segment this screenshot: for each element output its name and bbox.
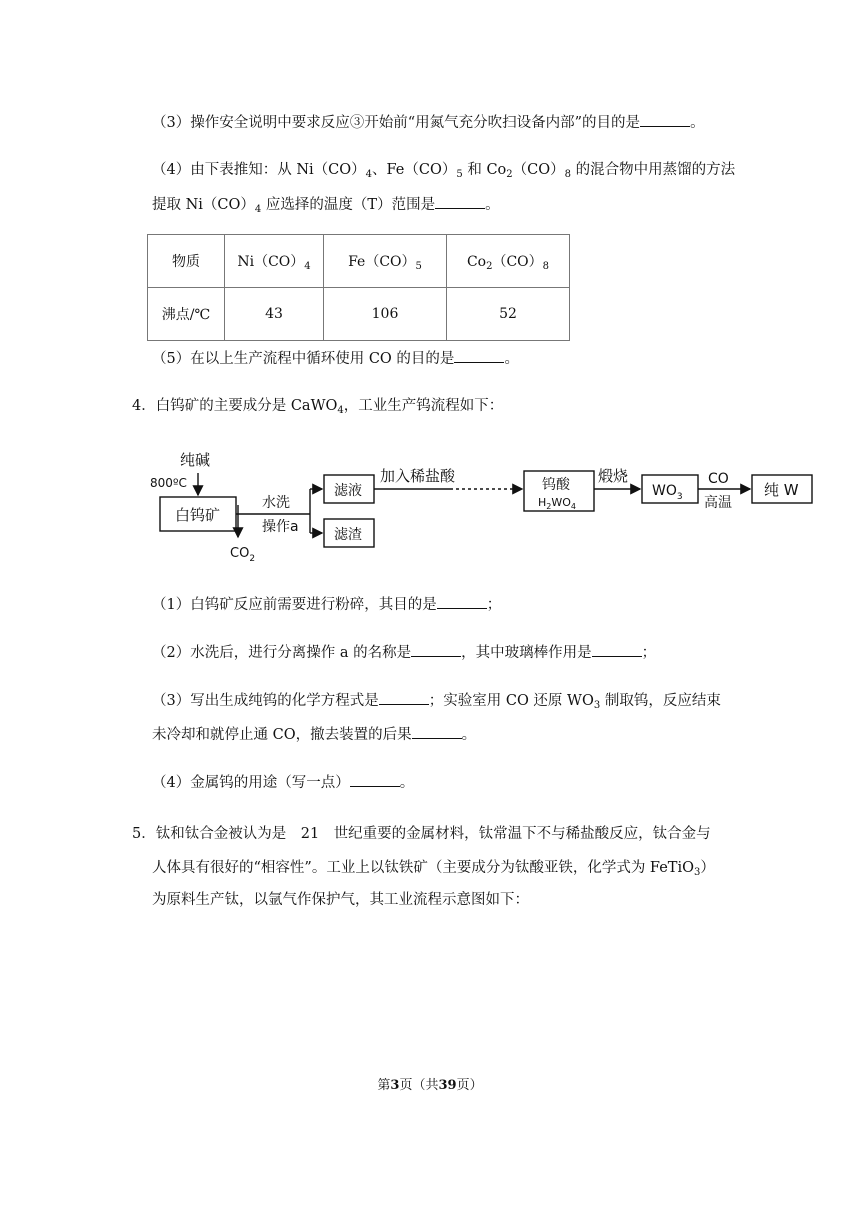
answer-blank[interactable] [435, 194, 485, 209]
co-label: CO [708, 471, 729, 487]
answer-blank[interactable] [379, 690, 429, 705]
high-temp-label: 高温 [704, 495, 732, 511]
tungsten-flow-diagram [140, 445, 830, 570]
soda-label: 纯碱 [180, 451, 211, 469]
answer-blank[interactable] [411, 642, 461, 657]
q4-part3-line2: 未冷却和就停止通 CO，撤去装置的后果 。 [152, 724, 476, 745]
tungstic-acid-label: 钨酸 [542, 477, 570, 493]
table-row [148, 235, 570, 288]
q3-item4-line2: 提取 $Ni(CO)_4$ 应选择的温度（T）范围是 。 [152, 194, 500, 215]
page-footer: 第3页（共39页） [377, 1078, 483, 1093]
answer-blank[interactable] [454, 348, 504, 363]
table-cell: 43 [225, 288, 324, 341]
co2-label: $CO_2$ [230, 546, 256, 564]
answer-blank[interactable] [350, 772, 400, 787]
wo3-label: $WO_3$ [652, 483, 683, 502]
acid-label: 加入稀盐酸 [380, 467, 456, 485]
q3-item5: （5）在以上生产流程中循环使用 CO 的目的是 。 [152, 348, 519, 369]
table-cell: 52 [447, 288, 570, 341]
boiling-point-table [147, 234, 570, 341]
answer-blank[interactable] [592, 642, 642, 657]
operation-label: 操作a [262, 519, 299, 535]
wash-label: 水洗 [262, 495, 290, 511]
q5-line1: 5．钛和钛合金被认为是 21 世纪重要的金属材料，钛常温下不与稀盐酸反应，钛合金与 [132, 826, 711, 842]
filtrate-label: 滤液 [334, 483, 362, 499]
ore-label: 白钨矿 [175, 506, 221, 524]
answer-blank[interactable] [412, 724, 462, 739]
table-header-cell: $Fe(CO)_5$ [324, 235, 447, 288]
table-cell: 沸点/℃ [148, 288, 225, 341]
q4-part1: （1）白钨矿反应前需要进行粉碎，其目的是 ； [152, 594, 501, 615]
table-row [148, 288, 570, 341]
pure-w-label: 纯 W [764, 481, 799, 499]
answer-blank[interactable] [640, 112, 690, 127]
q3-item4-line1: （4）由下表推知：从 $Ni(CO)_4$、$Fe(CO)_5$ 和 $Co_2(CO)_8$ 的混合物中用蒸馏的方法 [152, 162, 736, 180]
calcine-label: 煅烧 [598, 467, 629, 485]
table-header-cell: 物质 [148, 235, 225, 288]
q3-item3: （3）操作安全说明中要求反应③开始前“用氮气充分吹扫设备内部”的目的是 。 [152, 112, 705, 133]
q4-part2: （2）水洗后，进行分离操作 a 的名称是 ，其中玻璃棒作用是 ； [152, 642, 656, 663]
q4-stem: 4．白钨矿的主要成分是 CaWO$_4$，工业生产钨流程如下： [132, 398, 504, 416]
h2wo4-label: $H_2WO_4$ [538, 496, 577, 511]
q5-line2: 人体具有很好的“相容性”。工业上以钛铁矿（主要成分为钛酸亚铁，化学式为 FeTiO$_3$） [152, 860, 715, 878]
q4-part3-line1: （3）写出生成纯钨的化学方程式是 ；实验室用 CO 还原 $WO_3$ 制取钨，反应结束 [152, 690, 721, 711]
q5-line3: 为原料生产钛，以氩气作保护气，其工业流程示意图如下： [152, 892, 529, 908]
residue-label: 滤渣 [334, 527, 362, 543]
table-header-cell: $Co_2(CO)_8$ [447, 235, 570, 288]
temperature-label: 800ºC [150, 476, 187, 490]
table-header-cell: $Ni(CO)_4$ [225, 235, 324, 288]
answer-blank[interactable] [437, 594, 487, 609]
q4-part4: （4）金属钨的用途（写一点） 。 [152, 772, 414, 793]
table-cell: 106 [324, 288, 447, 341]
